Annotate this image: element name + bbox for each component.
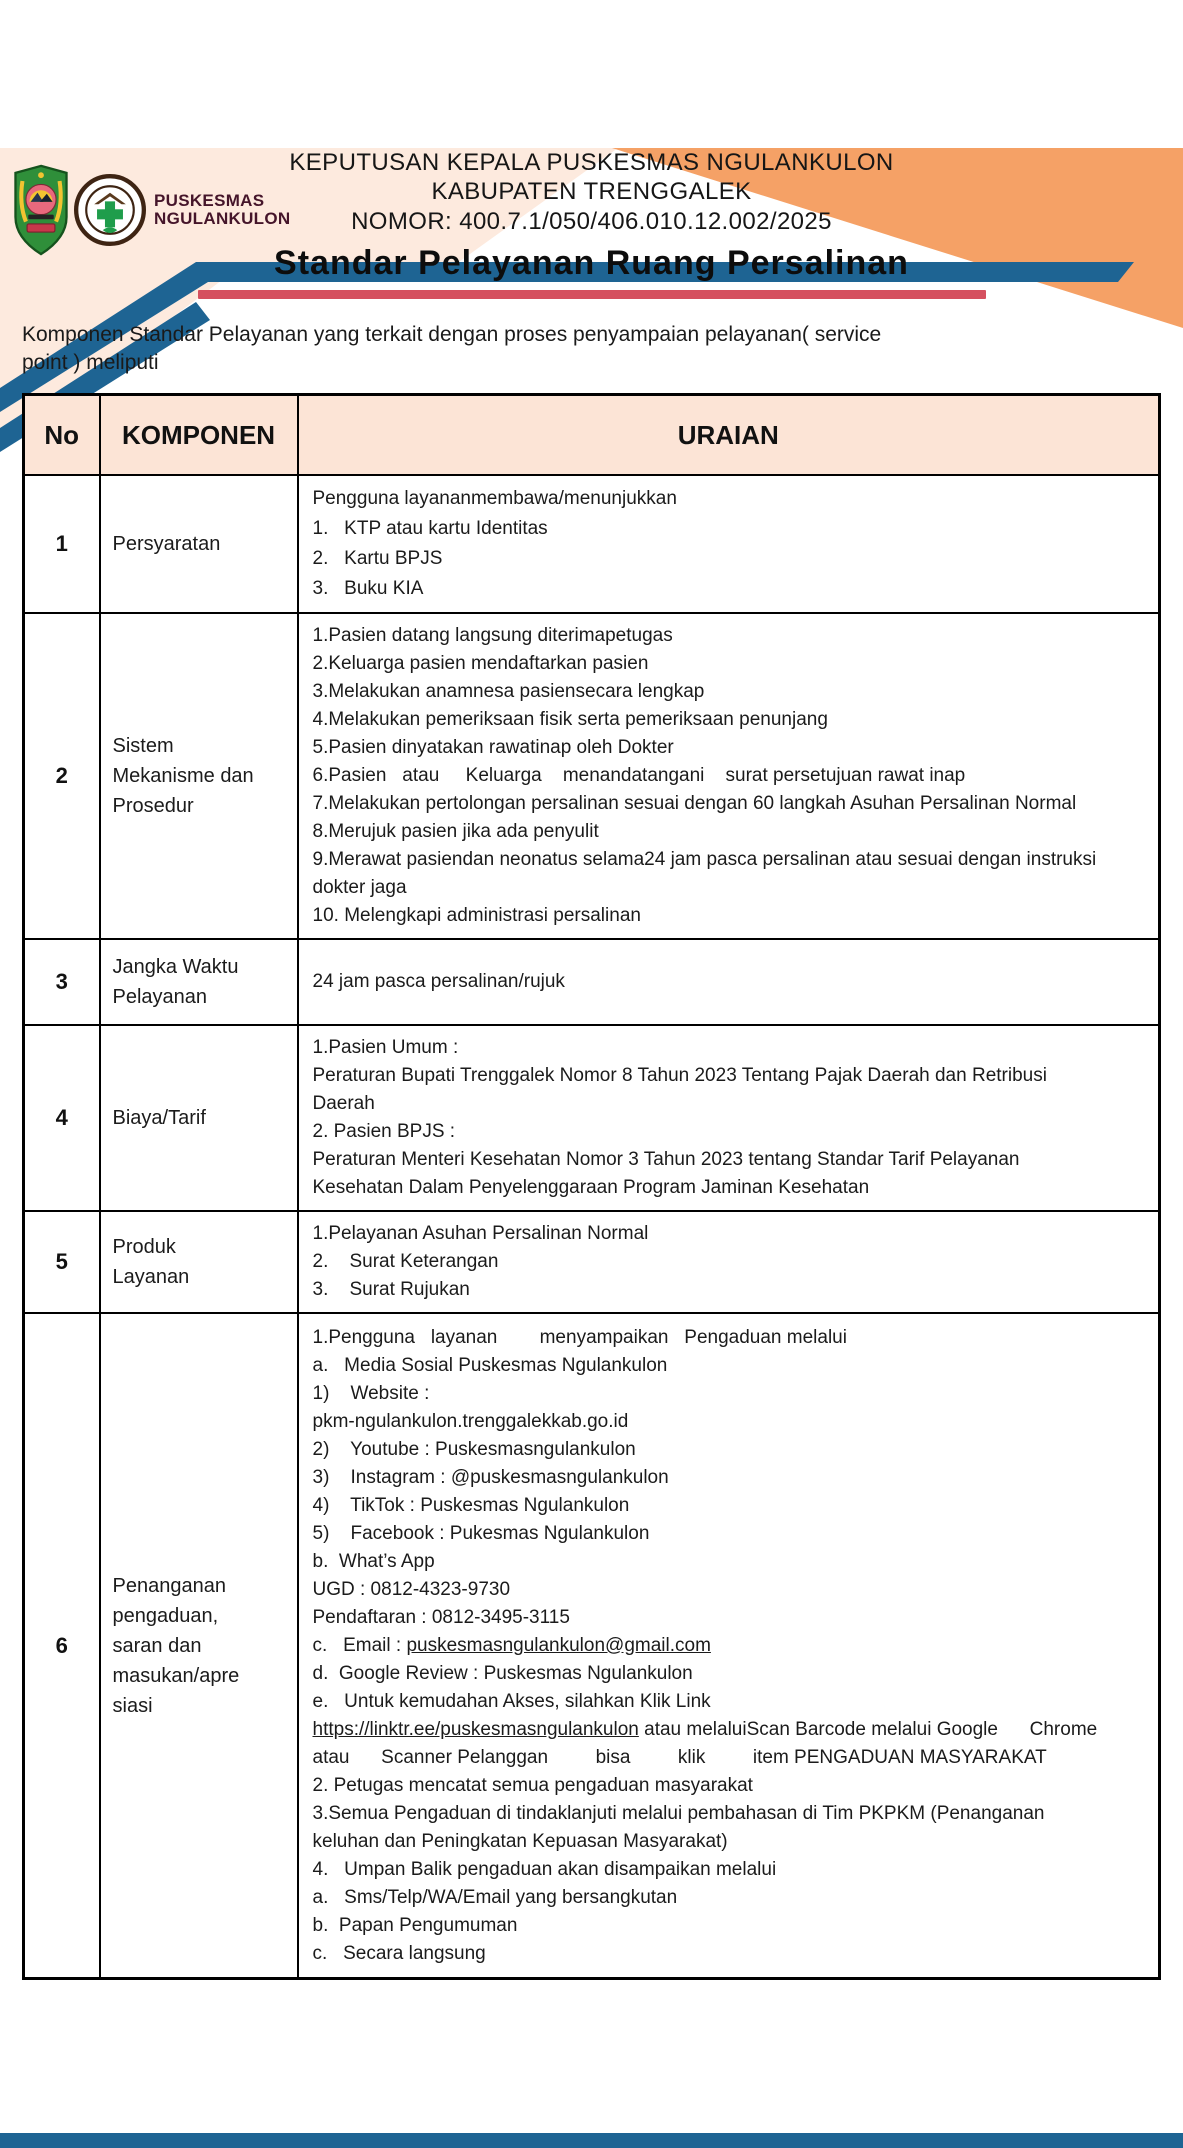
table-row [24,1211,1160,1313]
uraian-line: Kesehatan Dalam Penyelenggaraan Program Jaminan Kesehatan [312,1176,870,1198]
uraian-cell [298,939,1160,1025]
col-header-uraian: URAIAN [298,395,1160,475]
komponen-line: Sistem [112,734,174,757]
uraian-line: 1. KTP atau kartu Identitas [312,517,548,539]
uraian-line: 2.Keluarga pasien mendaftarkan pasien [312,652,649,674]
col-header-no: No [24,395,100,475]
komponen-line: Biaya/Tarif [112,1106,206,1129]
linktree-link[interactable]: https://linktr.ee/puskesmasngulankulon [312,1718,639,1740]
komponen-cell [100,939,298,1025]
uraian-cell [298,613,1160,939]
row-number: 4 [24,1025,100,1211]
komponen-cell [100,1211,298,1313]
decree-line3: NOMOR: 400.7.1/050/406.010.12.002/2025 [351,207,832,235]
uraian-line: b. Papan Pengumuman [312,1914,518,1936]
uraian-line: a. Sms/Telp/WA/Email yang bersangkutan [312,1886,678,1908]
uraian-line: 5) Facebook : Pukesmas Ngulankulon [312,1522,650,1544]
komponen-line: Prosedur [112,794,194,817]
org-name-line2: NGULANKULON [154,209,291,228]
uraian-line: UGD : 0812-4323-9730 [312,1578,511,1600]
komponen-line: Produk [112,1235,176,1258]
puskesmas-circle-logo [74,174,146,246]
uraian-line: 3) Instagram : @puskesmasngulankulon [312,1466,669,1488]
col-header-komponen: KOMPONEN [100,395,298,475]
komponen-cell [100,613,298,939]
decree-line2: KABUPATEN TRENGGALEK [431,178,752,206]
table-row [24,939,1160,1025]
row-number: 5 [24,1211,100,1313]
row-number: 6 [24,1313,100,1979]
komponen-line: Persyaratan [112,532,221,555]
uraian-line: 4) TikTok : Puskesmas Ngulankulon [312,1494,630,1516]
row-number: 2 [24,613,100,939]
uraian-line: 8.Merujuk pasien jika ada penyulit [312,820,599,842]
uraian-line: Peraturan Bupati Trenggalek Nomor 8 Tahun 2023 Tentang Pajak Daerah dan Retribusi [312,1064,1047,1086]
uraian-line: 3. Buku KIA [312,577,424,599]
page-title: Standar Pelayanan Ruang Persalinan [274,243,909,282]
uraian-line: keluhan dan Peningkatan Kepuasan Masyarakat) [312,1830,728,1852]
org-name [154,192,290,229]
intro-line1: Komponen Standar Pelayanan yang terkait dengan proses penyampaian pelayanan( service [22,322,882,346]
uraian-cell [298,475,1160,613]
komponen-line: saran dan [112,1634,202,1657]
komponen-cell [100,475,298,613]
komponen-line: Jangka Waktu [112,955,239,978]
uraian-line: 1.Pasien datang langsung diterimapetugas [312,624,673,646]
uraian-line: 1.Pasien Umum : [312,1036,459,1058]
uraian-line: 4.Melakukan pemeriksaan fisik serta pemeriksaan penunjang [312,708,828,730]
uraian-line: 10. Melengkapi administrasi persalinan [312,904,641,926]
intro-paragraph [22,321,1161,378]
uraian-line: 2. Kartu BPJS [312,547,443,569]
uraian-line: 1.Pengguna layanan menyampaikan Pengaduan melalui [312,1326,847,1348]
uraian-line: 1.Pelayanan Asuhan Persalinan Normal [312,1222,649,1244]
trenggalek-shield-logo [12,163,70,257]
komponen-cell [100,1025,298,1211]
uraian-line: 5.Pasien dinyatakan rawatinap oleh Dokter [312,736,674,758]
service-table-body [24,475,1160,1979]
komponen-line: Layanan [112,1265,190,1288]
row-number: 1 [24,475,100,613]
uraian-line: Peraturan Menteri Kesehatan Nomor 3 Tahun 2023 tentang Standar Tarif Pelayanan [312,1148,1020,1170]
uraian-line: 2. Surat Keterangan [312,1250,499,1272]
uraian-line: 3. Surat Rujukan [312,1278,470,1300]
uraian-line: Pengguna layananmembawa/menunjukkan [312,487,677,509]
uraian-line: 2. Petugas mencatat semua pengaduan masyarakat [312,1774,753,1796]
table-header-row [24,395,1160,475]
komponen-cell [100,1313,298,1979]
table-row [24,1313,1160,1979]
uraian-line: b. What’s App [312,1550,435,1572]
uraian-line: 3.Melakukan anamnesa pasiensecara lengkap [312,680,705,702]
uraian-line: https://linktr.ee/puskesmasngulankulon atau melaluiScan Barcode melalui Google Chrome [312,1718,1098,1740]
uraian-line: 4. Umpan Balik pengaduan akan disampaikan melalui [312,1858,777,1880]
uraian-line: c. Secara langsung [312,1942,486,1964]
uraian-line: a. Media Sosial Puskesmas Ngulankulon [312,1354,668,1376]
komponen-line: Mekanisme dan [112,764,254,787]
uraian-line: 2. Pasien BPJS : [312,1120,456,1142]
uraian-line: 2) Youtube : Puskesmasngulankulon [312,1438,636,1460]
uraian-line: e. Untuk kemudahan Akses, silahkan Klik Link [312,1690,711,1712]
row-number: 3 [24,939,100,1025]
uraian-line: 9.Merawat pasiendan neonatus selama24 jam pasca persalinan atau sesuai dengan instruksi [312,848,1097,870]
header-logos [12,160,290,260]
org-name-line1: PUSKESMAS [154,190,265,210]
table-row [24,1025,1160,1211]
uraian-line: 7.Melakukan pertolongan persalinan sesuai dengan 60 langkah Asuhan Persalinan Normal [312,792,1077,814]
uraian-cell [298,1211,1160,1313]
uraian-cell [298,1313,1160,1979]
table-row [24,475,1160,613]
uraian-cell [298,1025,1160,1211]
decree-line1: KEPUTUSAN KEPALA PUSKESMAS NGULANKULON [289,149,894,176]
uraian-line: c. Email : puskesmasngulankulon@gmail.com [312,1634,711,1656]
uraian-line: Pendaftaran : 0812-3495-3115 [312,1606,570,1628]
uraian-line: d. Google Review : Puskesmas Ngulankulon [312,1662,693,1684]
uraian-line: 6.Pasien atau Keluarga menandatangani surat persetujuan rawat inap [312,764,966,786]
komponen-line: Pelayanan [112,985,208,1008]
komponen-line: masukan/apre [112,1664,240,1687]
table-row [24,613,1160,939]
uraian-line: 24 jam pasca persalinan/rujuk [312,970,565,992]
uraian-line: pkm-ngulankulon.trenggalekkab.go.id [312,1410,629,1432]
footer-blue-bar [0,2133,1183,2148]
komponen-line: pengaduan, [112,1604,219,1627]
uraian-line: atau Scanner Pelanggan bisa klik item PENGADUAN MASYARAKAT [312,1746,1047,1768]
email-link[interactable]: puskesmasngulankulon@gmail.com [406,1634,711,1656]
uraian-line: 3.Semua Pengaduan di tindaklanjuti melalui pembahasan di Tim PKPKM (Penanganan [312,1802,1045,1824]
title-underline [198,290,986,299]
service-standard-table [22,393,1161,1980]
uraian-line: dokter jaga [312,876,407,898]
intro-line2: point ) meliputi [22,351,159,375]
uraian-line: 1) Website : [312,1382,430,1404]
komponen-line: Penanganan [112,1574,226,1597]
komponen-line: siasi [112,1694,153,1717]
uraian-line: Daerah [312,1092,375,1114]
